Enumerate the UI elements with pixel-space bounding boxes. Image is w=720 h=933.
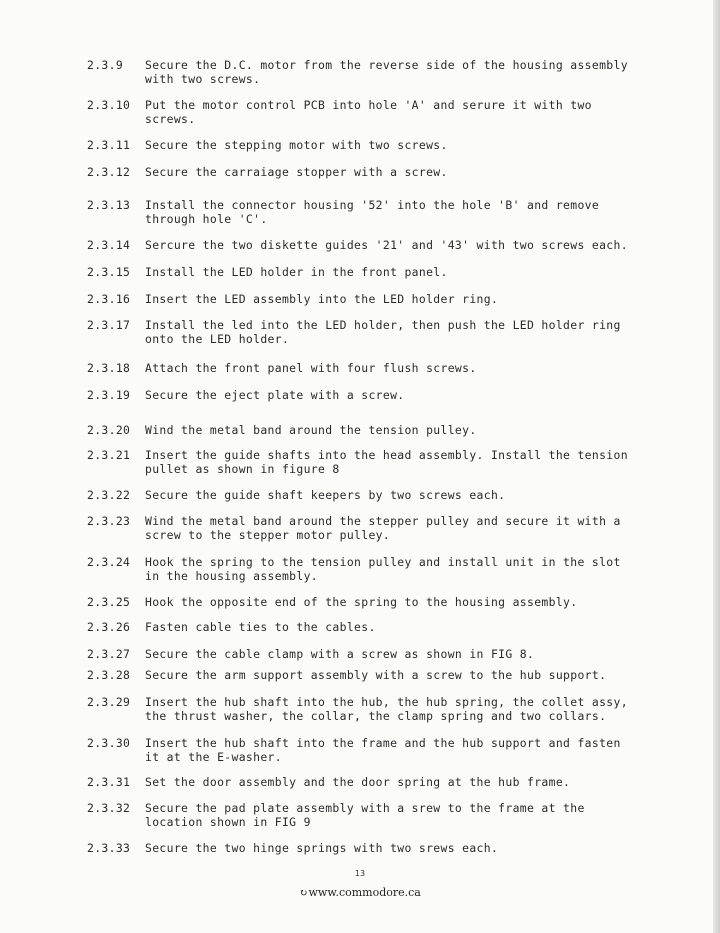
step-text — [145, 555, 685, 583]
step-text — [145, 736, 685, 764]
step-text-line: Install the LED holder in the front panel. — [145, 265, 448, 279]
step-text-line: pullet as shown in figure 8 — [145, 462, 340, 476]
step-text — [145, 238, 685, 252]
step-number: 2.3.23 — [87, 514, 131, 528]
step-text-line: Insert the hub shaft into the hub, the hub spring, the collet assy, — [145, 695, 628, 709]
step-text-line: Secure the stepping motor with two screws. — [145, 138, 448, 152]
step-text — [145, 695, 685, 723]
step-text-line: with two screws. — [145, 72, 261, 86]
page-number: 13 — [354, 869, 366, 878]
step-text-line: Insert the guide shafts into the head assembly. Install the tension — [145, 448, 628, 462]
step-text — [145, 448, 685, 476]
step-number: 2.3.19 — [87, 388, 131, 402]
step-number: 2.3.10 — [87, 98, 131, 112]
step-text — [145, 98, 685, 126]
step-text-line: location shown in FIG 9 — [145, 815, 311, 829]
step-text-line: it at the E-washer. — [145, 750, 282, 764]
step-text-line: Wind the metal band around the tension pulley. — [145, 423, 477, 437]
step-number: 2.3.28 — [87, 668, 131, 682]
step-number: 2.3.30 — [87, 736, 131, 750]
step-text-line: Fasten cable ties to the cables. — [145, 620, 376, 634]
step-text — [145, 318, 685, 346]
step-text-line: Secure the two hinge springs with two srews each. — [145, 841, 499, 855]
step-number: 2.3.11 — [87, 138, 131, 152]
step-number: 2.3.29 — [87, 695, 131, 709]
step-text-line: screws. — [145, 112, 196, 126]
step-text-line: Insert the hub shaft into the frame and the hub support and fasten — [145, 736, 621, 750]
step-number: 2.3.9 — [87, 58, 124, 72]
step-text — [145, 488, 685, 502]
step-text-line: onto the LED holder. — [145, 332, 290, 346]
step-text — [145, 423, 685, 437]
footer-url: www.commodore.ca — [308, 886, 421, 899]
step-text — [145, 775, 685, 789]
step-text-line: Sercure the two diskette guides '21' and '43' with two screws each. — [145, 238, 628, 252]
step-text — [145, 620, 685, 634]
step-text — [145, 198, 685, 226]
commodore-logo-icon: ↻ — [299, 888, 308, 899]
step-text-line: Attach the front panel with four flush screws. — [145, 361, 477, 375]
step-number: 2.3.21 — [87, 448, 131, 462]
step-text-line: Secure the cable clamp with a screw as shown in FIG 8. — [145, 647, 535, 661]
step-number: 2.3.24 — [87, 555, 131, 569]
step-text — [145, 361, 685, 375]
step-text — [145, 514, 685, 542]
step-text — [145, 647, 685, 661]
step-number: 2.3.22 — [87, 488, 131, 502]
step-text-line: screw to the stepper motor pulley. — [145, 528, 391, 542]
step-number: 2.3.33 — [87, 841, 131, 855]
page-edge-shadow — [713, 0, 720, 933]
step-text-line: Secure the arm support assembly with a screw to the hub support. — [145, 668, 607, 682]
step-number: 2.3.20 — [87, 423, 131, 437]
step-text-line: in the housing assembly. — [145, 569, 318, 583]
step-text — [145, 388, 685, 402]
step-text-line: Secure the eject plate with a screw. — [145, 388, 405, 402]
step-text — [145, 265, 685, 279]
step-number: 2.3.14 — [87, 238, 131, 252]
step-number: 2.3.31 — [87, 775, 131, 789]
step-text — [145, 58, 685, 86]
step-number: 2.3.12 — [87, 165, 131, 179]
step-text-line: Set the door assembly and the door spring at the hub frame. — [145, 775, 571, 789]
step-text-line: Secure the carraiage stopper with a screw. — [145, 165, 448, 179]
step-number: 2.3.17 — [87, 318, 131, 332]
step-number: 2.3.32 — [87, 801, 131, 815]
step-number: 2.3.16 — [87, 292, 131, 306]
step-text-line: through hole 'C'. — [145, 212, 268, 226]
step-text-line: the thrust washer, the collar, the clamp spring and two collars. — [145, 709, 607, 723]
step-text-line: Put the motor control PCB into hole 'A' and serure it with two — [145, 98, 592, 112]
step-number: 2.3.13 — [87, 198, 131, 212]
step-text — [145, 138, 685, 152]
step-number: 2.3.26 — [87, 620, 131, 634]
step-text-line: Secure the guide shaft keepers by two screws each. — [145, 488, 506, 502]
step-number: 2.3.15 — [87, 265, 131, 279]
step-text — [145, 841, 685, 855]
step-text-line: Insert the LED assembly into the LED holder ring. — [145, 292, 499, 306]
step-number: 2.3.18 — [87, 361, 131, 375]
footer-credit — [0, 886, 720, 899]
step-text — [145, 668, 685, 682]
step-text-line: Secure the pad plate assembly with a srew to the frame at the — [145, 801, 585, 815]
step-text — [145, 165, 685, 179]
step-text-line: Wind the metal band around the stepper pulley and secure it with a — [145, 514, 621, 528]
step-text-line: Install the connector housing '52' into the hole 'B' and remove — [145, 198, 600, 212]
step-number: 2.3.25 — [87, 595, 131, 609]
step-text-line: Hook the spring to the tension pulley and install unit in the slot — [145, 555, 621, 569]
step-text — [145, 801, 685, 829]
step-text — [145, 595, 685, 609]
step-text-line: Install the led into the LED holder, then push the LED holder ring — [145, 318, 621, 332]
step-number: 2.3.27 — [87, 647, 131, 661]
step-text — [145, 292, 685, 306]
step-text-line: Hook the opposite end of the spring to the housing assembly. — [145, 595, 578, 609]
step-text-line: Secure the D.C. motor from the reverse side of the housing assembly — [145, 58, 628, 72]
